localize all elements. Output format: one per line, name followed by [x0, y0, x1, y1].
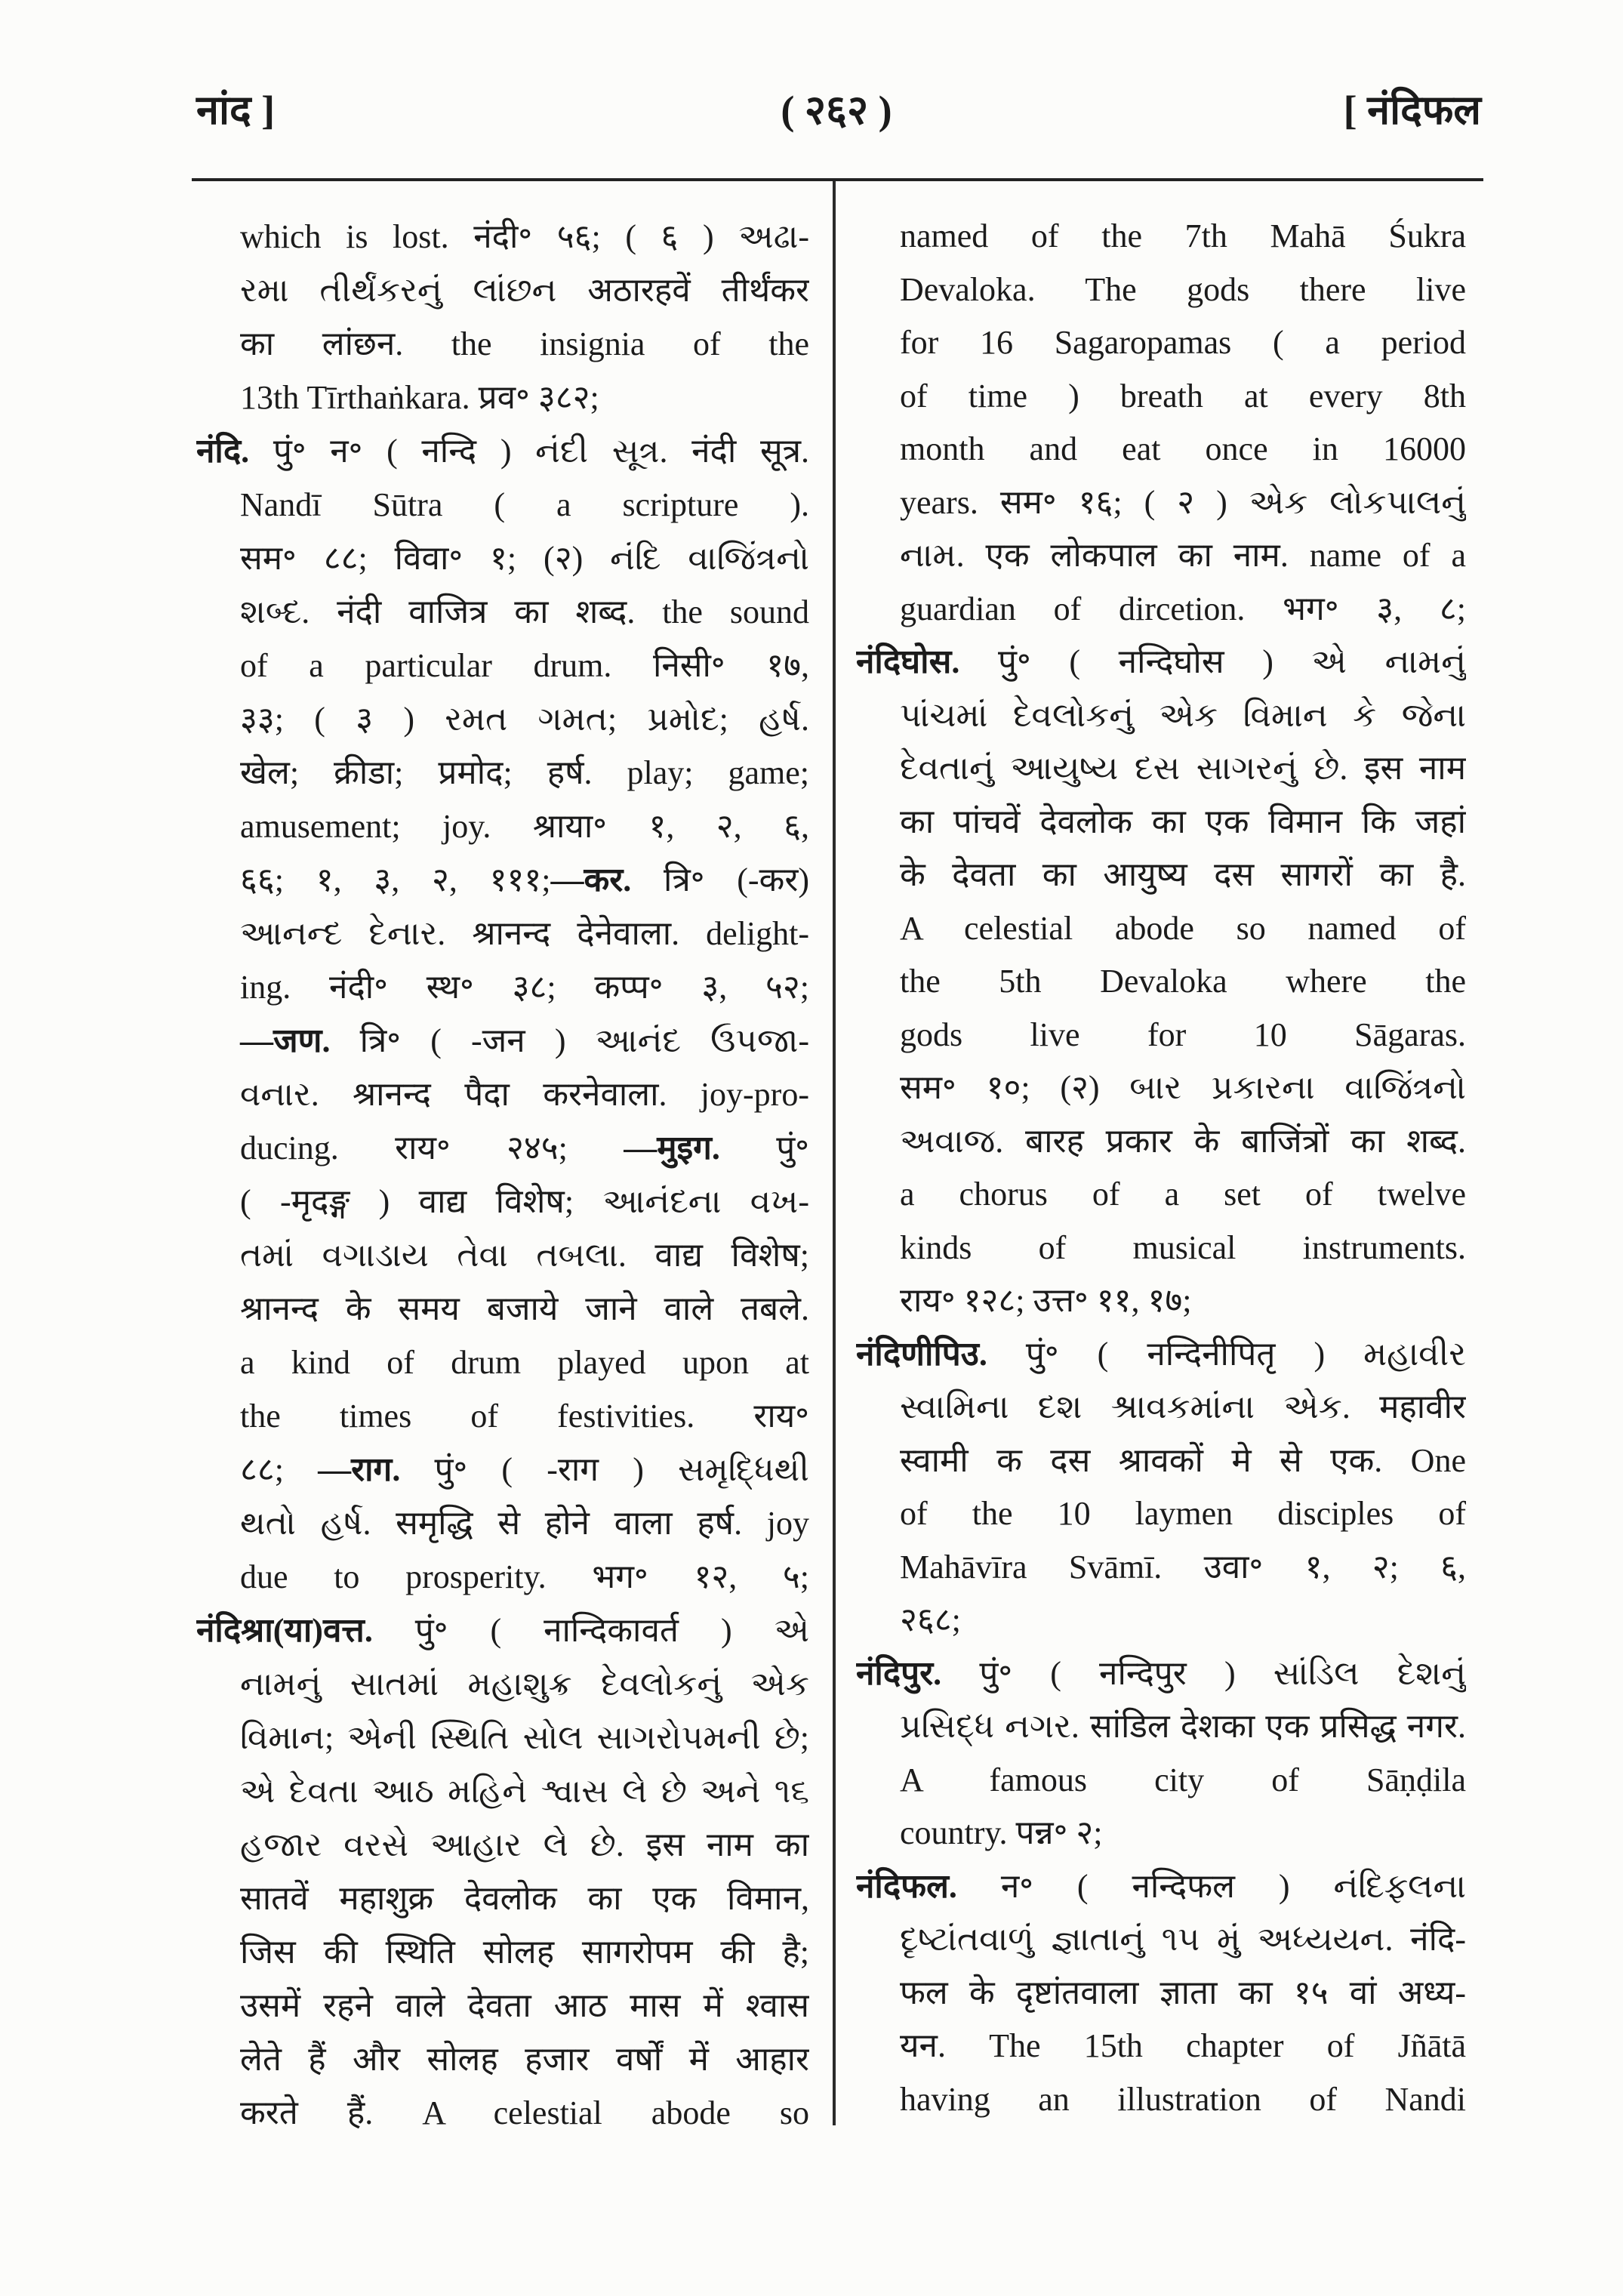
dictionary-line: A famous city of Sāṇḍila [900, 1761, 1466, 1798]
dictionary-line: kinds of musical instruments. [900, 1228, 1466, 1266]
headword: नंदिघोस. [856, 643, 960, 680]
line-text: ८८; [240, 1451, 319, 1488]
dictionary-line: થતો હર્ષ. समृद्धि से होने वाला हर्ष. joy [240, 1505, 809, 1542]
sub-headword: —मुइग. [624, 1130, 720, 1166]
dictionary-line: श्रानन्द के समय बजाये जाने वाले तबले. [240, 1290, 809, 1327]
headword: नंदिपुर. [856, 1654, 942, 1692]
dictionary-line: के देवता का आयुष्य दस सागरों का है. [900, 856, 1466, 893]
dictionary-line [196, 1014, 809, 1068]
line-text: त्रि॰ (-कर) [631, 861, 809, 898]
dictionary-line: એ દેવતા આઠ મહિને શ્વાસ લે છે અને ૧૬ [240, 1773, 809, 1810]
dictionary-line: gods live for 10 Sāgaras. [900, 1015, 1466, 1053]
dictionary-line: जिस की स्थिति सोलह सागरोपम की है; [240, 1934, 809, 1971]
dictionary-line [196, 853, 809, 907]
running-head-left: नांद ] [196, 88, 276, 133]
dictionary-line: દેવતાનું આયુષ્ય દસ સાગરનું છે. इस नाम [900, 750, 1466, 787]
line-text: न॰ ( नन्दिफल ) નંદિફલના [956, 1867, 1466, 1905]
dictionary-line: month and eat once in 16000 [900, 430, 1466, 467]
dictionary-line: का पांचवें देवलोक का एक विमान कि जहां [900, 803, 1466, 840]
dictionary-line: ing. नंदी॰ स्थ॰ ३८; कप्प॰ ३, ५२; [240, 969, 809, 1006]
dictionary-line: उसमें रहने वाले देवता आठ मास में श्वास [240, 1987, 809, 2024]
dictionary-line: का लांछन. the insignia of the [240, 325, 809, 362]
dictionary-line: A celestial abode so named of [900, 909, 1466, 947]
dictionary-line: શબ્દ. नंदी वाजित्र का शब्द. the sound [240, 593, 809, 630]
line-text: त्रि॰ ( -जन ) આનંદ ઉપજા- [330, 1022, 809, 1059]
dictionary-line: a chorus of a set of twelve [900, 1176, 1466, 1213]
dictionary-line: स्वामी क दस श्रावकों मे से एक. One [900, 1441, 1466, 1479]
sub-headword: —कर. [550, 861, 632, 898]
dictionary-line: the times of festivities. राय॰ [240, 1398, 809, 1435]
line-text: पुं॰ ( नन्दिपुर ) સાંડિલ દેશનું [941, 1654, 1466, 1692]
dictionary-line [196, 1121, 809, 1175]
line-text: पुं॰ ( नन्दिनीपितृ ) મહાવીર [987, 1335, 1466, 1373]
dictionary-line: 13th Tīrthaṅkara. प्रव॰ ३८२; [240, 379, 599, 416]
dictionary-line: નામ. एक लोकपाल का नाम. name of a [900, 537, 1466, 574]
line-text: ६६; १, ३, २, १११; [240, 861, 551, 898]
dictionary-line: of the 10 laymen disciples of [900, 1495, 1466, 1532]
sub-headword: —राग. [318, 1451, 401, 1488]
entry-line [856, 1860, 1466, 1914]
dictionary-line: named of the 7th Mahā Śukra [900, 217, 1466, 254]
dictionary-line: years. सम॰ १६; ( २ ) એક લોકપાલનું [900, 483, 1466, 521]
dictionary-line: વનાર. श्रानन्द पैदा करनेवाला. joy-pro- [240, 1076, 809, 1113]
dictionary-line: તમાં વગાડાય તેવા તબલા. वाद्य विशेष; [240, 1237, 809, 1274]
dictionary-line: a kind of drum played upon at [240, 1344, 809, 1381]
page-number: ( २६२ ) [781, 88, 892, 133]
dictionary-line: the 5th Devaloka where the [900, 963, 1466, 1000]
entry-line [196, 1604, 809, 1657]
entry-line [856, 1328, 1466, 1382]
line-text: ducing. राय॰ २४५; [240, 1130, 624, 1166]
dictionary-line: सम॰ ८८; विवा॰ १; (२) નંદિ વાજિંત્રનો [240, 540, 809, 577]
headword: नंदिणीपिउ. [856, 1335, 987, 1373]
headword: नंदिश्रा(या)वत्त. [196, 1612, 373, 1649]
line-text: पुं॰ ( नन्दिघोस ) એ નામનું [959, 643, 1466, 680]
entry-line [196, 424, 809, 478]
dictionary-line: હજાર વરસે આહાર લે છે. इस नाम का [240, 1826, 809, 1863]
sub-headword: —जण. [240, 1022, 331, 1059]
line-text: पुं॰ न॰ ( नन्दि ) નંદી સૂત્ર. नंदी सूत्र. [249, 433, 809, 470]
dictionary-line: પાંચમાં દેવલોકનું એક વિમાન કે જેના [900, 696, 1466, 734]
dictionary-line: यन. The 15th chapter of Jñātā [900, 2027, 1466, 2064]
dictionary-line: Nandī Sūtra ( a scripture ). [240, 486, 809, 523]
dictionary-line: which is lost. नंदी॰ ५६; ( ६ ) અઢા- [240, 218, 809, 255]
dictionary-line: ( -मृदङ्ग ) वाद्य विशेष; આનંદના વખ- [240, 1183, 809, 1220]
dictionary-line: સ્વામિના દશ શ્રાવકમાંના એક. महावीर [900, 1388, 1466, 1425]
line-text: पुं॰ ( नान्दिकावर्त ) એ [372, 1612, 809, 1649]
headword: नंदिफल. [856, 1867, 957, 1905]
dictionary-line: having an illustration of Nandi [900, 2080, 1466, 2118]
dictionary-line: દૃષ્ટાંતવાળું જ્ઞાતાનું ૧૫ મું અધ્યયન. नंदि- [900, 1921, 1466, 1958]
header-rule [192, 178, 1483, 181]
dictionary-line: અવાજ. बारह प्रकार के बाजिंत्रों का शब्द. [900, 1122, 1466, 1160]
right-column [856, 210, 1466, 2126]
dictionary-line: due to prosperity. भग॰ १२, ५; [240, 1558, 809, 1595]
running-head-right: [ नंदिफल [1343, 88, 1481, 133]
line-text: पुं॰ ( -राग ) સમૃદ્ધિથી [400, 1451, 809, 1488]
dictionary-line: for 16 Sagaropamas ( a period [900, 324, 1466, 361]
dictionary-line: of a particular drum. निसी॰ १७, [240, 647, 809, 684]
dictionary-line: सम॰ १०; (२) બાર પ્રકારના વાજિંત્રનો [900, 1069, 1466, 1106]
entry-line [856, 1647, 1466, 1701]
dictionary-line: આનન્દ દેનાર. श्रानन्द देनेवाला. delight- [240, 915, 809, 952]
dictionary-line: નામનું સાતમાં મહાશુક્ર દેવલોકનું એક [240, 1666, 809, 1703]
dictionary-line: Mahāvīra Svāmī. उवा॰ १, २; ६, [900, 1548, 1466, 1586]
left-column [196, 210, 809, 2140]
dictionary-line: लेते हैं और सोलह हजार वर्षों में आहार [240, 2041, 809, 2078]
dictionary-line: પ્રસિદ્ધ નગર. सांडिल देशका एक प्रसिद्ध नगर. [900, 1708, 1466, 1745]
dictionary-line: Devaloka. The gods there live [900, 270, 1466, 308]
dictionary-line: ३३; ( ३ ) રમત ગમત; પ્રમોદ; હર્ષ. [240, 701, 809, 738]
dictionary-line: खेल; क्रीडा; प्रमोद; हर्ष. play; game; [240, 754, 809, 791]
dictionary-line: amusement; joy. श्राया॰ १, २, ६, [240, 808, 809, 845]
dictionary-line: करते हैं. A celestial abode so [240, 2094, 809, 2131]
entry-line [856, 636, 1466, 689]
line-text: पुं॰ [719, 1130, 809, 1166]
headword: नंदि. [196, 433, 250, 470]
dictionary-line: २६८; [900, 1601, 961, 1638]
dictionary-line: guardian of dircetion. भग॰ ३, ८; [900, 590, 1466, 627]
dictionary-line: country. पन्न॰ २; [900, 1814, 1103, 1851]
dictionary-line [196, 1443, 809, 1496]
dictionary-line: of time ) breath at every 8th [900, 377, 1466, 415]
dictionary-line: રમા તીર્થંકરનું લાંછન अठारहवें तीर्थंकर [240, 272, 809, 309]
dictionary-line: વિમાન; એની સ્થિતિ સોલ સાગરોપમની છે; [240, 1719, 809, 1756]
dictionary-line: फल के दृष्टांतवाला ज्ञाता का १५ वां अध्य- [900, 1974, 1466, 2011]
dictionary-line: राय॰ १२८; उत्त॰ ११, १७; [900, 1282, 1192, 1319]
dictionary-line: सातवें महाशुक्र देवलोक का एक विमान, [240, 1880, 809, 1917]
column-divider [833, 181, 836, 2125]
